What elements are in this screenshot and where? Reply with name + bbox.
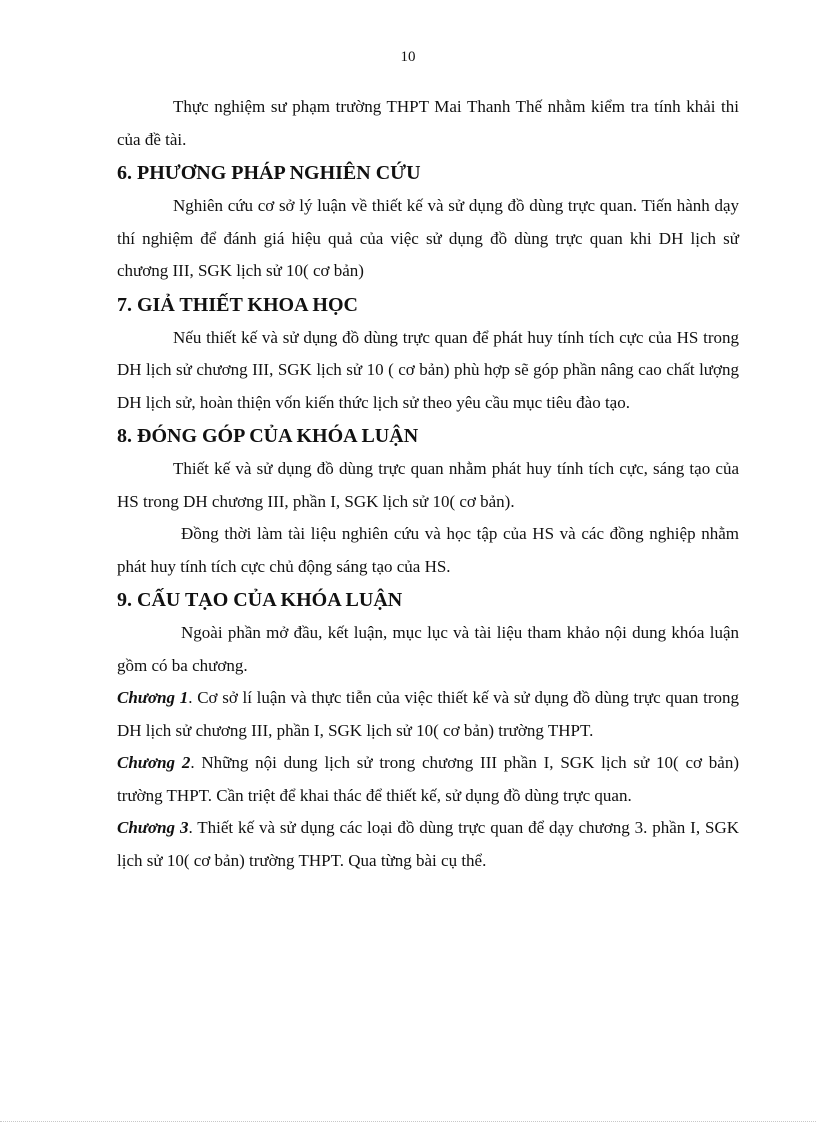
heading-contribution: 8. ĐÓNG GÓP CỦA KHÓA LUẬN	[117, 425, 419, 447]
paragraph-contribution-1: Thiết kế và sử dụng đồ dùng trực quan nhằm phát huy tính tích cực, sáng tạo của HS trong DH chương III, phần I, SGK lịch sử 10( cơ bản).	[117, 459, 739, 511]
chapter-1-label: Chương 1	[117, 688, 189, 707]
heading-research-method: 6. PHƯƠNG PHÁP NGHIÊN CỨU	[117, 162, 421, 184]
paragraph-structure: Ngoài phần mở đầu, kết luận, mục lục và tài liệu tham khảo nội dung khóa luận gồm có ba chương.	[117, 623, 739, 675]
chapter-1-paragraph	[117, 682, 739, 747]
chapter-2-text: . Những nội dung lịch sử trong chương III phần I, SGK lịch sử 10( cơ bản) trường THPT. Cần triệt để khai thác để thiết kế, sử dụng đồ dùng trực quan.	[117, 753, 739, 805]
chapter-3-label: Chương 3	[117, 818, 189, 837]
chapter-1-text: . Cơ sở lí luận và thực tiễn của việc thiết kế và sử dụng đồ dùng trực quan trong DH lịch sử chương III, phần I, SGK lịch sử 10( cơ bản) trường THPT.	[117, 688, 739, 740]
paragraph-research-method: Nghiên cứu cơ sở lý luận về thiết kế và sử dụng đồ dùng trực quan. Tiến hành dạy thí nghiệm để đánh giá hiệu quả của việc sử dụng đồ dùng trực quan khi DH lịch sử chương III, SGK lịch sử 10( cơ bản)	[117, 196, 739, 280]
page-number: 10	[400, 49, 416, 65]
paragraph-contribution-2: Đồng thời làm tài liệu nghiên cứu và học tập của HS và các đồng nghiệp nhằm phát huy tính tích cực chủ động sáng tạo của HS.	[117, 524, 739, 576]
page-bottom-rule	[0, 1121, 816, 1122]
document-body	[117, 91, 739, 877]
heading-structure: 9. CẤU TẠO CỦA KHÓA LUẬN	[117, 589, 403, 611]
paragraph-experiment: Thực nghiệm sư phạm trường THPT Mai Thanh Thế nhằm kiểm tra tính khải thi của đề tài.	[117, 97, 739, 149]
paragraph-hypothesis: Nếu thiết kế và sử dụng đồ dùng trực quan để phát huy tính tích cực của HS trong DH lịch sử chương III, SGK lịch sử 10 ( cơ bản) phù hợp sẽ góp phần nâng cao chất lượng DH lịch sử, hoàn thiện vốn kiến thức lịch sử theo yêu cầu mục tiêu đào tạo.	[117, 327, 739, 412]
chapter-2-label: Chương 2	[117, 753, 191, 772]
chapter-3-text: . Thiết kế và sử dụng các loại đồ dùng trực quan để dạy chương 3. phần I, SGK lịch sử 10( cơ bản) trường THPT. Qua từng bài cụ thể.	[117, 818, 739, 870]
chapter-2-paragraph	[117, 747, 739, 812]
heading-hypothesis: 7. GIẢ THIẾT KHOA HỌC	[117, 293, 358, 316]
chapter-3-paragraph	[117, 812, 739, 877]
